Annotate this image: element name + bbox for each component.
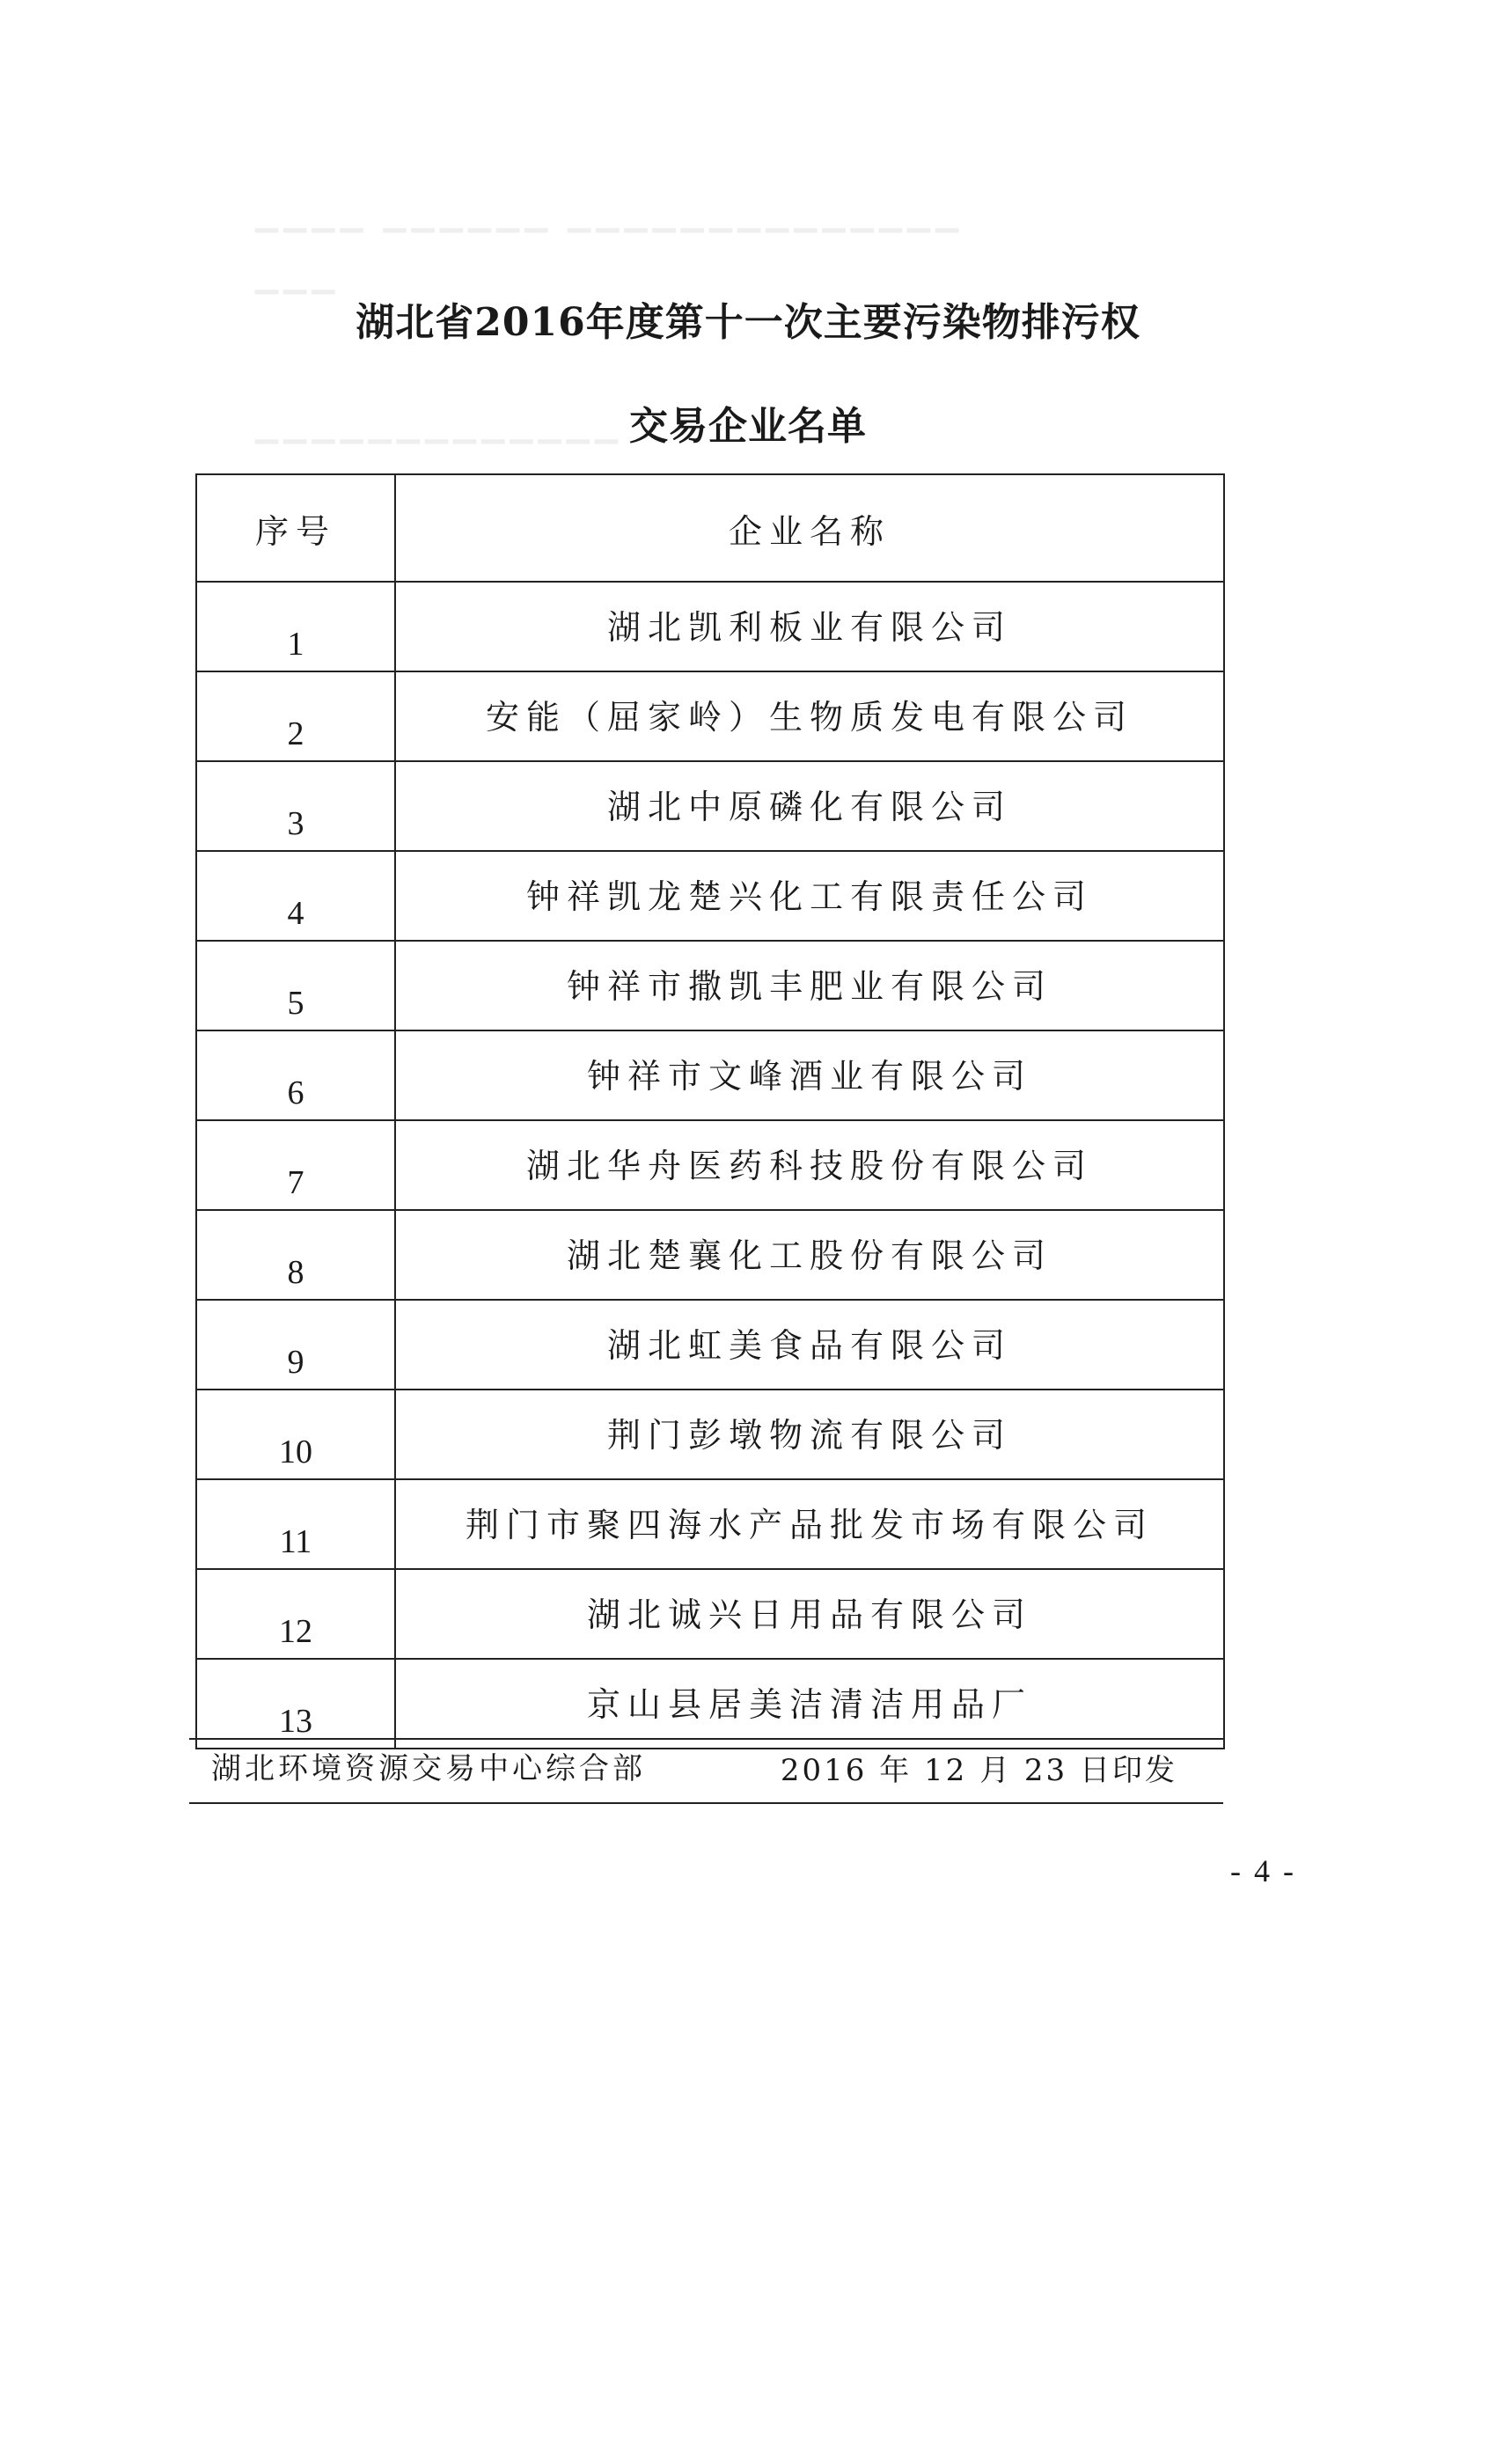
enterprise-name: 湖北虹美食品有限公司: [395, 1300, 1224, 1390]
row-number: 9: [196, 1300, 395, 1390]
table-row: [196, 761, 1224, 851]
table-row: [196, 1479, 1224, 1569]
enterprise-name: 钟祥市文峰酒业有限公司: [395, 1030, 1224, 1120]
row-number: 11: [196, 1479, 395, 1569]
enterprise-name: 湖北中原磷化有限公司: [395, 761, 1224, 851]
enterprise-name: 安能（屈家岭）生物质发电有限公司: [395, 671, 1224, 761]
enterprise-name: 荆门彭墩物流有限公司: [395, 1390, 1224, 1479]
bleed-through-mark: ▁▁▁: [255, 260, 341, 295]
row-number: 13: [196, 1659, 395, 1749]
table-row: [196, 1390, 1224, 1479]
row-number: 1: [196, 582, 395, 671]
enterprise-name: 京山县居美洁清洁用品厂: [395, 1659, 1224, 1749]
table-row: [196, 1030, 1224, 1120]
enterprise-name: 钟祥市撒凯丰肥业有限公司: [395, 941, 1224, 1030]
enterprise-name: 湖北凯利板业有限公司: [395, 582, 1224, 671]
row-number: 3: [196, 761, 395, 851]
document-title-line-2: 交易企业名单: [629, 404, 867, 449]
footer-top-rule: [189, 1738, 1223, 1740]
row-number: 7: [196, 1120, 395, 1210]
bleed-through-mark: ▁▁▁▁ ▁▁▁▁▁▁ ▁▁▁▁▁▁▁▁▁▁▁▁▁▁: [255, 198, 964, 233]
table-row: [196, 1659, 1224, 1749]
enterprise-name: 湖北诚兴日用品有限公司: [395, 1569, 1224, 1659]
footer-issue-date: 2016 年 12 月 23 日印发: [780, 1753, 1177, 1788]
row-number: 6: [196, 1030, 395, 1120]
row-number: 4: [196, 851, 395, 941]
enterprise-name: 湖北楚襄化工股份有限公司: [395, 1210, 1224, 1300]
table-row: [196, 1569, 1224, 1659]
row-number: 5: [196, 941, 395, 1030]
enterprise-name: 荆门市聚四海水产品批发市场有限公司: [395, 1479, 1224, 1569]
row-number: 10: [196, 1390, 395, 1479]
row-number: 12: [196, 1569, 395, 1659]
table-row: [196, 671, 1224, 761]
table-row: [196, 941, 1224, 1030]
enterprise-name: 湖北华舟医药科技股份有限公司: [395, 1120, 1224, 1210]
enterprise-table: [195, 473, 1225, 1749]
document-title-line-1: 湖北省2016年度第十一次主要污染物排污权: [356, 300, 1140, 345]
table-row: [196, 582, 1224, 671]
footer-bottom-rule: [189, 1802, 1223, 1804]
table-row: [196, 1210, 1224, 1300]
footer-issuer: 湖北环境资源交易中心综合部: [211, 1751, 646, 1786]
header-enterprise-name: 企业名称: [395, 474, 1224, 582]
enterprise-name: 钟祥凯龙楚兴化工有限责任公司: [395, 851, 1224, 941]
table-row: [196, 1120, 1224, 1210]
bleed-through-mark: ▁▁▁▁▁▁▁▁▁▁▁▁▁: [255, 409, 623, 444]
header-serial-number: 序号: [196, 474, 395, 582]
table-row: [196, 1300, 1224, 1390]
row-number: 8: [196, 1210, 395, 1300]
table-header-row: [196, 474, 1224, 582]
row-number: 2: [196, 671, 395, 761]
table-row: [196, 851, 1224, 941]
page-number: - 4 -: [1230, 1853, 1296, 1888]
